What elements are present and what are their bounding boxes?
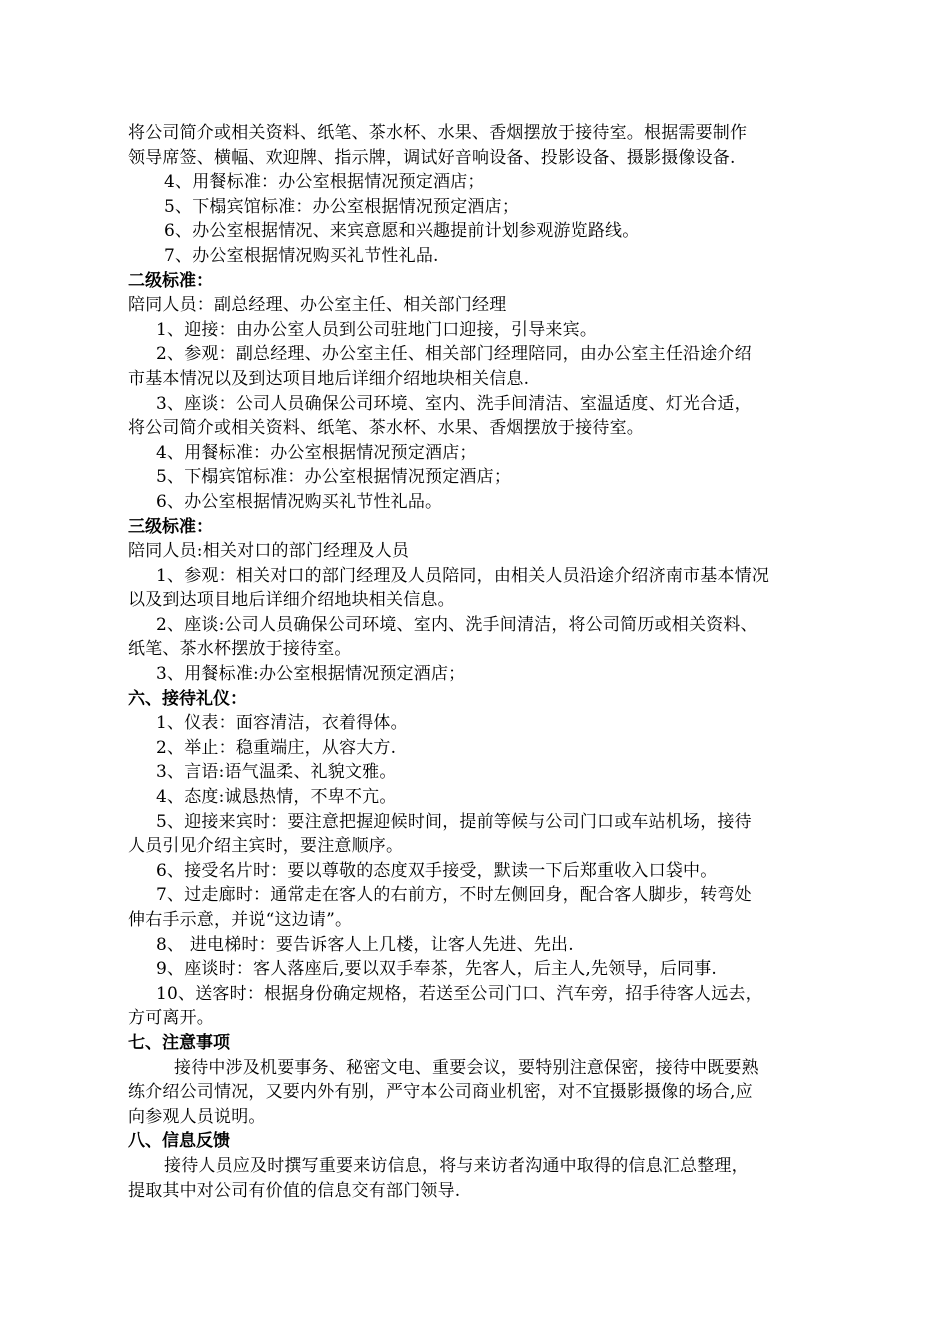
list-item: 3、言语:语气温柔、礼貌文雅。 bbox=[156, 762, 397, 783]
paragraph-line: 人员引见介绍主宾时，要注意顺序。 bbox=[128, 836, 404, 857]
list-item: 7、办公室根据情况购买礼节性礼品. bbox=[164, 245, 439, 266]
paragraph-line: 纸笔、茶水杯摆放于接待室。 bbox=[128, 639, 352, 660]
paragraph-line: 将公司简介或相关资料、纸笔、茶水杯、水果、香烟摆放于接待室。根据需要制作 bbox=[128, 123, 748, 143]
list-item: 2、座谈:公司人员确保公司环境、室内、洗手间清洁，将公司简历或相关资料、 bbox=[156, 614, 758, 635]
list-item: 1、参观：相关对口的部门经理及人员陪同，由相关人员沿途介绍济南市基本情况 bbox=[156, 565, 770, 586]
paragraph-line: 市基本情况以及到达项目地后详细介绍地块相关信息. bbox=[128, 368, 530, 389]
list-item: 3、用餐标准:办公室根据情况预定酒店； bbox=[156, 664, 466, 685]
section-heading: 二级标准： bbox=[128, 270, 213, 291]
paragraph-line: 以及到达项目地后详细介绍地块相关信息。 bbox=[128, 590, 455, 611]
paragraph-line: 方可离开。 bbox=[128, 1008, 214, 1029]
list-item: 6、接受名片时：要以尊敬的态度双手接受，默读一下后郑重收入口袋中。 bbox=[156, 860, 718, 881]
list-item: 4、态度:诚恳热情，不卑不亢。 bbox=[156, 787, 397, 808]
paragraph-line: 陪同人员：副总经理、办公室主任、相关部门经理 bbox=[128, 295, 507, 316]
paragraph-line: 伸右手示意，并说“这边请”。 bbox=[128, 910, 353, 930]
list-item: 3、座谈：公司人员确保公司环境、室内、洗手间清洁、室温适度、灯光合适， bbox=[156, 393, 752, 414]
paragraph-line: 提取其中对公司有价值的信息交有部门领导. bbox=[128, 1180, 461, 1201]
list-item: 5、下榻宾馆标准：办公室根据情况预定酒店； bbox=[164, 196, 520, 217]
list-item: 7、过走廊时：通常走在客人的右前方，不时左侧回身，配合客人脚步，转弯处 bbox=[156, 885, 752, 906]
list-item: 4、用餐标准：办公室根据情况预定酒店； bbox=[156, 442, 477, 463]
list-item: 4、用餐标准：办公室根据情况预定酒店； bbox=[164, 172, 485, 193]
paragraph-line: 将公司简介或相关资料、纸笔、茶水杯、水果、香烟摆放于接待室。 bbox=[128, 418, 644, 439]
list-item: 5、迎接来宾时：要注意把握迎候时间，提前等候与公司门口或车站机场，接待 bbox=[156, 811, 752, 832]
list-item: 9、座谈时：客人落座后,要以双手奉茶，先客人，后主人,先领导，后同事. bbox=[156, 959, 718, 980]
section-heading: 六、接待礼仪： bbox=[128, 688, 247, 709]
paragraph-line: 陪同人员:相关对口的部门经理及人员 bbox=[128, 541, 410, 562]
paragraph-line: 领导席签、横幅、欢迎牌、指示牌，调试好音响设备、投影设备、摄影摄像设备. bbox=[128, 147, 736, 168]
paragraph-line: 向参观人员说明。 bbox=[128, 1106, 266, 1127]
list-item: 8、 进电梯时：要告诉客人上几楼，让客人先进、先出. bbox=[156, 934, 574, 955]
list-item: 1、仪表：面容清洁，衣着得体。 bbox=[156, 713, 408, 734]
list-item: 5、下榻宾馆标准：办公室根据情况预定酒店； bbox=[156, 467, 512, 488]
paragraph-line: 接待中涉及机要事务、秘密文电、重要会议，要特别注意保密，接待中既要熟 bbox=[174, 1057, 759, 1078]
list-item: 2、举止：稳重端庄，从容大方. bbox=[156, 737, 397, 758]
list-item: 6、办公室根据情况购买礼节性礼品。 bbox=[156, 491, 443, 512]
document-body bbox=[128, 121, 838, 1203]
paragraph-line: 练介绍公司情况，又要内外有别，严守本公司商业机密，对不宜摄影摄像的场合,应 bbox=[128, 1082, 753, 1103]
list-item: 1、迎接：由办公室人员到公司驻地门口迎接，引导来宾。 bbox=[156, 319, 598, 340]
section-heading: 三级标准： bbox=[128, 516, 213, 537]
list-item: 10、送客时：根据身份确定规格，若送至公司门口、汽车旁，招手待客人远去， bbox=[156, 983, 763, 1004]
paragraph-line: 接待人员应及时撰写重要来访信息，将与来访者沟通中取得的信息汇总整理， bbox=[164, 1155, 749, 1176]
list-item: 2、参观：副总经理、办公室主任、相关部门经理陪同，由办公室主任沿途介绍 bbox=[156, 344, 752, 365]
list-item: 6、办公室根据情况、来宾意愿和兴趣提前计划参观游览路线。 bbox=[164, 221, 640, 242]
section-heading: 七、注意事项 bbox=[128, 1032, 230, 1053]
section-heading: 八、信息反馈 bbox=[128, 1131, 230, 1152]
